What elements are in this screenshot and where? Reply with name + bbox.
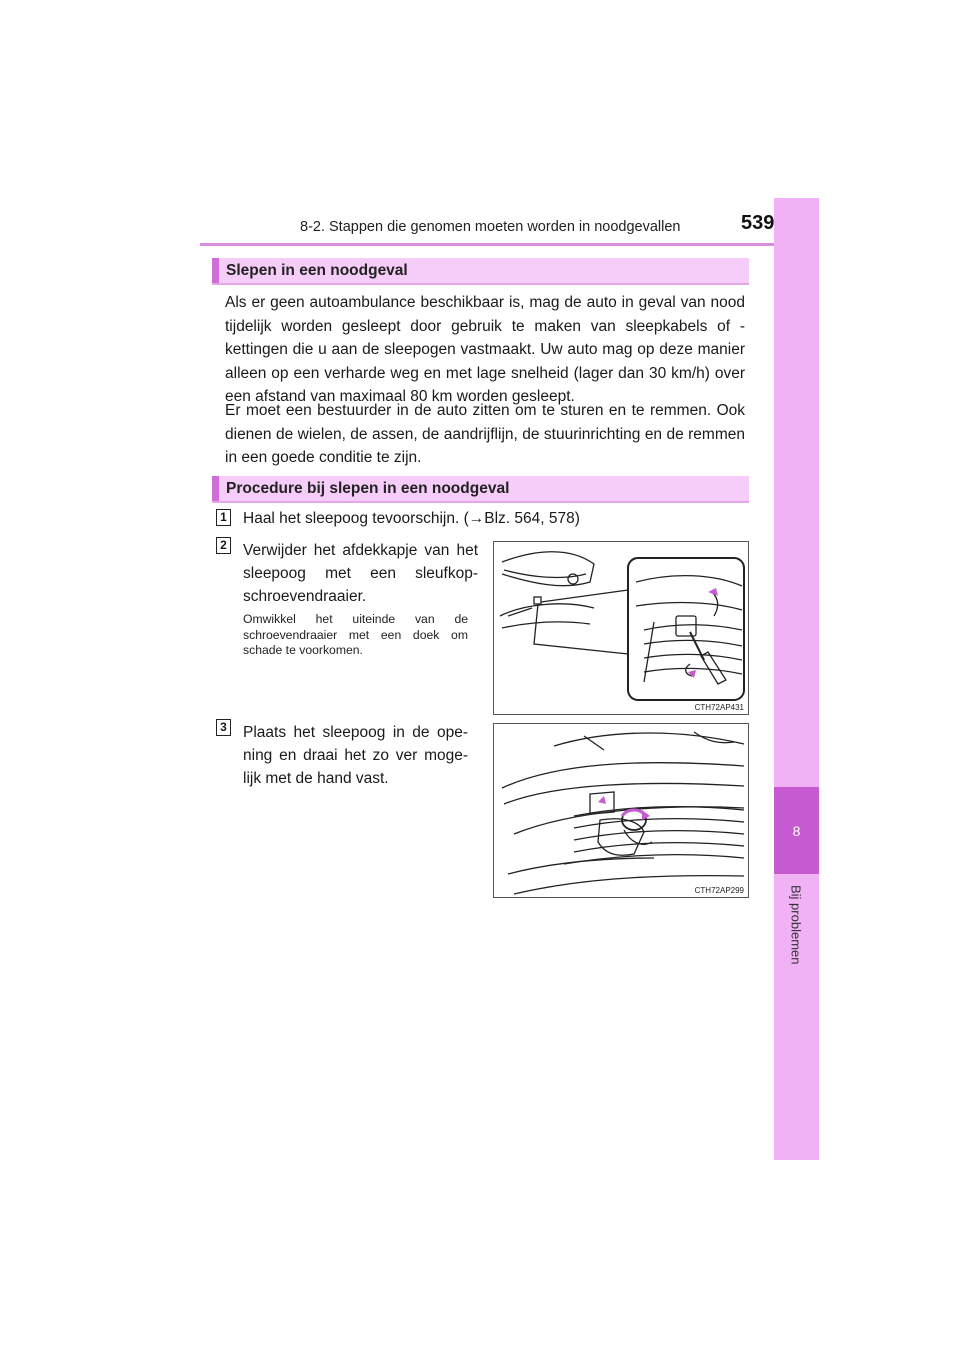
step-number-2: 2 xyxy=(216,537,231,554)
step-text-3: Plaats het sleepoog in de ope-ning en draai het zo ver moge-lijk met de hand vast. xyxy=(243,724,468,787)
step-note-2: Omwikkel het uiteinde van de schroevendraaier met een doek om schade te voorkomen. xyxy=(243,612,468,657)
running-header: 8-2. Stappen die genomen moeten worden in noodgevallen xyxy=(300,219,681,235)
chapter-label: Bij problemen xyxy=(788,885,804,965)
illustration-remove-cover xyxy=(494,542,749,715)
chapter-side-tab xyxy=(774,198,819,1160)
step-text-2: Verwijder het afdekkapje van het sleepoog met een sleufkop-schroevendraaier. xyxy=(243,542,478,605)
step-number-3: 3 xyxy=(216,719,231,736)
figure-remove-cover xyxy=(493,541,749,715)
illustration-install-tow-eye xyxy=(494,724,749,898)
figure-install-tow-eye xyxy=(493,723,749,898)
figure-code-2: CTH72AP299 xyxy=(694,886,744,895)
header-divider xyxy=(200,243,819,246)
chapter-number-tab: 8 xyxy=(774,787,819,874)
figure-code-1: CTH72AP431 xyxy=(694,703,744,712)
step-number-1: 1 xyxy=(216,509,231,526)
section-heading-emergency-towing: Slepen in een noodgeval xyxy=(212,258,749,285)
page-number: 539 xyxy=(741,212,775,234)
paragraph-driver-requirements: Er moet een bestuurder in de auto zitten om te sturen en te remmen. Ook dienen de wielen, de assen, de aandrijflijn, de stuurinrichting en de remmen in een goede conditie te zijn. xyxy=(225,402,745,466)
step-text-1: Haal het sleepoog tevoorschijn. (→Blz. 564, 578) xyxy=(243,510,580,527)
paragraph-towing-conditions: Als er geen autoambulance beschikbaar is, mag de auto in geval van nood tijdelijk worden gesleept door gebruik te maken van sleepkabels of -kettingen die u aan de sleepogen vastmaakt. Uw auto mag op deze manier alleen op een verharde weg en met lage snelheid (lager dan 30 km/h) over een afstand van maximaal 80 km worden gesleept. xyxy=(225,294,745,405)
section-heading-towing-procedure: Procedure bij slepen in een noodgeval xyxy=(212,476,749,503)
